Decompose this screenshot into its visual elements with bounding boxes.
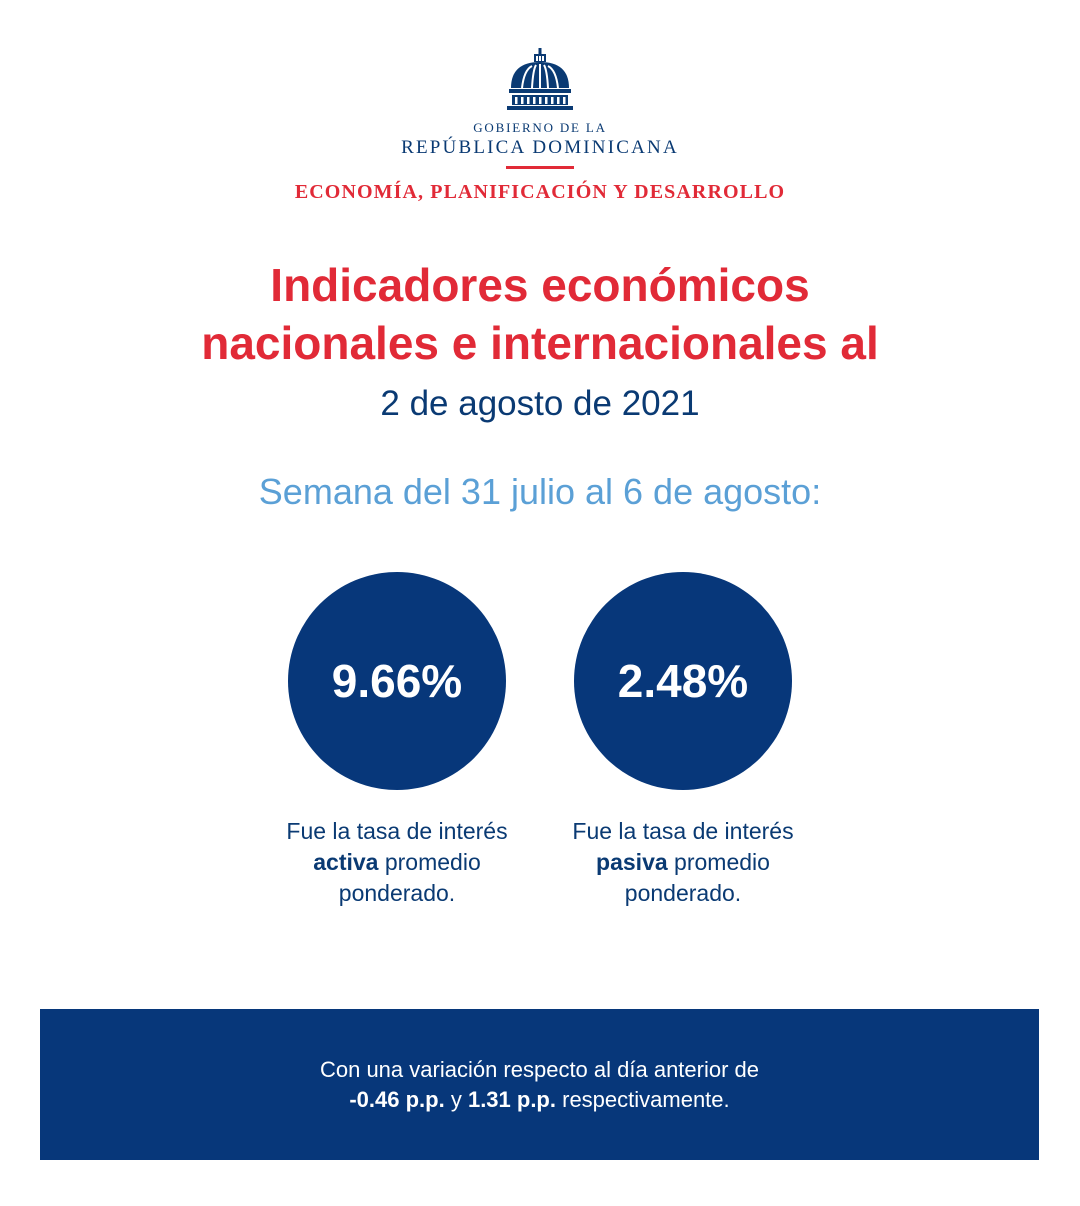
page-title: [0, 256, 1080, 372]
caption-keyword: pasiva: [596, 849, 668, 875]
passive-rate-caption: [538, 816, 828, 909]
banner-tail: respectivamente.: [556, 1086, 730, 1112]
caption-keyword: activa: [313, 849, 379, 875]
logo-divider: [506, 166, 574, 169]
government-logo: [0, 48, 1080, 204]
title-line-1: Indicadores económicos: [270, 259, 810, 311]
capitol-dome-icon: [505, 48, 575, 112]
report-date: 2 de agosto de 2021: [380, 384, 700, 423]
passive-rate-circle: [574, 572, 792, 790]
variation-active: -0.46 p.p.: [349, 1086, 445, 1112]
variation-passive: 1.31 p.p.: [467, 1086, 556, 1112]
gov-line-small: GOBIERNO DE LA: [473, 120, 607, 135]
caption-text: Fue la tasa de interés: [572, 818, 794, 844]
banner-line-1: Con una variación respecto al día anterior de: [319, 1056, 760, 1082]
active-rate-circle: [288, 572, 506, 790]
gov-line-large: REPÚBLICA DOMINICANA: [401, 137, 679, 158]
week-label: Semana del 31 julio al 6 de agosto:: [258, 471, 822, 512]
active-rate-caption: [252, 816, 542, 909]
caption-text: ponderado.: [338, 880, 456, 906]
banner-joiner: y: [444, 1086, 468, 1112]
title-line-2: nacionales e internacionales al: [201, 317, 879, 369]
caption-text: Fue la tasa de interés: [286, 818, 508, 844]
caption-text: promedio: [378, 849, 481, 875]
caption-text: promedio: [667, 849, 770, 875]
passive-rate-value: 2.48%: [617, 655, 749, 707]
caption-text: ponderado.: [624, 880, 742, 906]
variation-banner: [40, 1009, 1039, 1160]
ministry-name: ECONOMÍA, PLANIFICACIÓN Y DESARROLLO: [294, 181, 786, 203]
active-rate-value: 9.66%: [331, 655, 463, 707]
banner-line-2: [40, 1085, 1039, 1115]
